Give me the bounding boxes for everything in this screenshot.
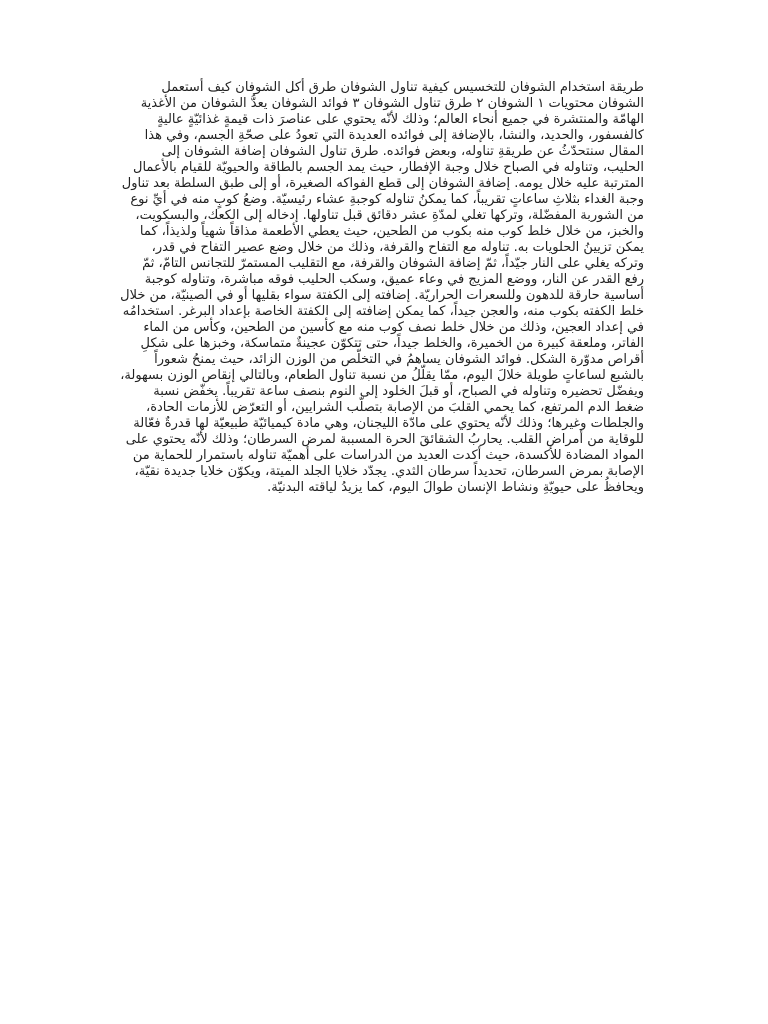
- article-body-text: طريقة استخدام الشوفان للتخسيس كيفية تناول الشوفان طرق أكل الشوفان كيف أستعمل الشوفان محتويات ١ الشوفان ٢ طرق تناول الشوفان ٣ فوائد الشوفان يعدُّ الشوفان من الأغذية الهامّة والمنتشرة في جميع أنحاء العالم؛ وذلك لأنّه يحتوي على عناصرَ ذات قيمةٍ غذائيّةٍ عاليةٍ كالفسفور، والحديد، والنشا، بالإضافة إلى فوائده العديدة التي تعودُ على صحّةِ الجسم، وفي هذا المقال سنتحدّثُ عن طريقةِ تناوله، وبعض فوائده. طرق تناول الشوفان إضافة الشوفان إلى الحليب، وتناوله في الصباح خلال وجبة الإفطار، حيث يمد الجسم بالطاقة والحيويّة للقيام بالأعمال المترتبة عليه خلال يومه. إضافة الشوفان إلى قطع الفواكه الصغيرة، أو إلى طبق السلطة بعد تناول وجبة الغداء بثلاثِ ساعاتٍ تقريباً، كما يمكنُ تناوله كوجبةِ عشاء رئيسيّة. وضعُ كوبٍ منه في أيِّ نوع من الشوربة المفضّلة، وتركها تغلي لمدّةِ عشر دقائق قبل تناولها. إدخاله إلى الكعك، والبسكويت، والخبز، من خلال خلط كوب منه بكوب من الطحين، حيث يعطي الأطعمة مذاقاً شهياً ولذيذاً، كما يمكن تزيينُ الحلويات به. تناوله مع التفاح والقرفة، وذلك من خلال وضع عصير التفاح في قدر، وتركه يغلي على النار جيّداً، ثمّ إضافة الشوفان والقرفة، مع التقليب المستمرّ للتجانس التامّ، ثمّ رفع القدر عن النار، ووضع المزيج في وعاء عميق، وسكب الحليب فوقه مباشرة، وتناوله كوجبة أساسية حارقة للدهون وللسعرات الحراريّة. إضافته إلى الكفتة سواء بقليها أو في الصينيّة، من خلال خلط الكفته بكوب منه، والعجن جيداً، كما يمكن إضافته إلى الكفتة الخاصة بإعداد البرغر. استخدامُه في إعداد العجين، وذلك من خلال خلط نصف كوب منه مع كأسين من الطحين، وكأس من الماء الفاتر، وملعقة كبيرة من الخميرة، والخلط جيداً، حتى تتكوّن عجينةٌ متماسكة، وخبزها على شكلِ أقراص مدوّرة الشكل. فوائد الشوفان يساهمُ في التخلّص من الوزن الزائد، حيث يمنحُ شعوراً بالشبع لساعاتٍ طويلة خلالَ اليوم، ممّا يقلّلُ من نسبة تناول الطعام، وبالتالي إنقاص الوزن بسهولة، ويفضّل تحضيره وتناوله في الصباح، أو قبلَ الخلود إلى النوم بنصف ساعة تقريباً. يخفّض نسبة ضغط الدم المرتفع، كما يحمي القلبَ من الإصابة بتصلّب الشرايين، أو التعرّض للأزمات الحادة، والجلطات وغيرها؛ وذلك لأنّه يحتوي على مادّة الليجنان، وهي مادة كيميائيّة طبيعيّة لها قدرةٌ فعّالة للوقاية من أمراض القلب. يحاربُ الشقائقَ الحرة المسببة لمرض السرطان؛ وذلك لأنّه يحتوي على المواد المضادة للأكسدة، حيث أكدت العديد من الدراسات على أهميّة تناوله باستمرار للحماية من الإصابة بمرض السرطان، تحديداً سرطان الثدي. يجدّد خلايا الجلد الميتة، ويكوّن خلايا جديدة نقيّة، ويحافظُ على حيويّةِ ونشاط الإنسان طوالَ اليوم، كما يزيدُ لياقته البدنيّة.: [120, 80, 644, 495]
